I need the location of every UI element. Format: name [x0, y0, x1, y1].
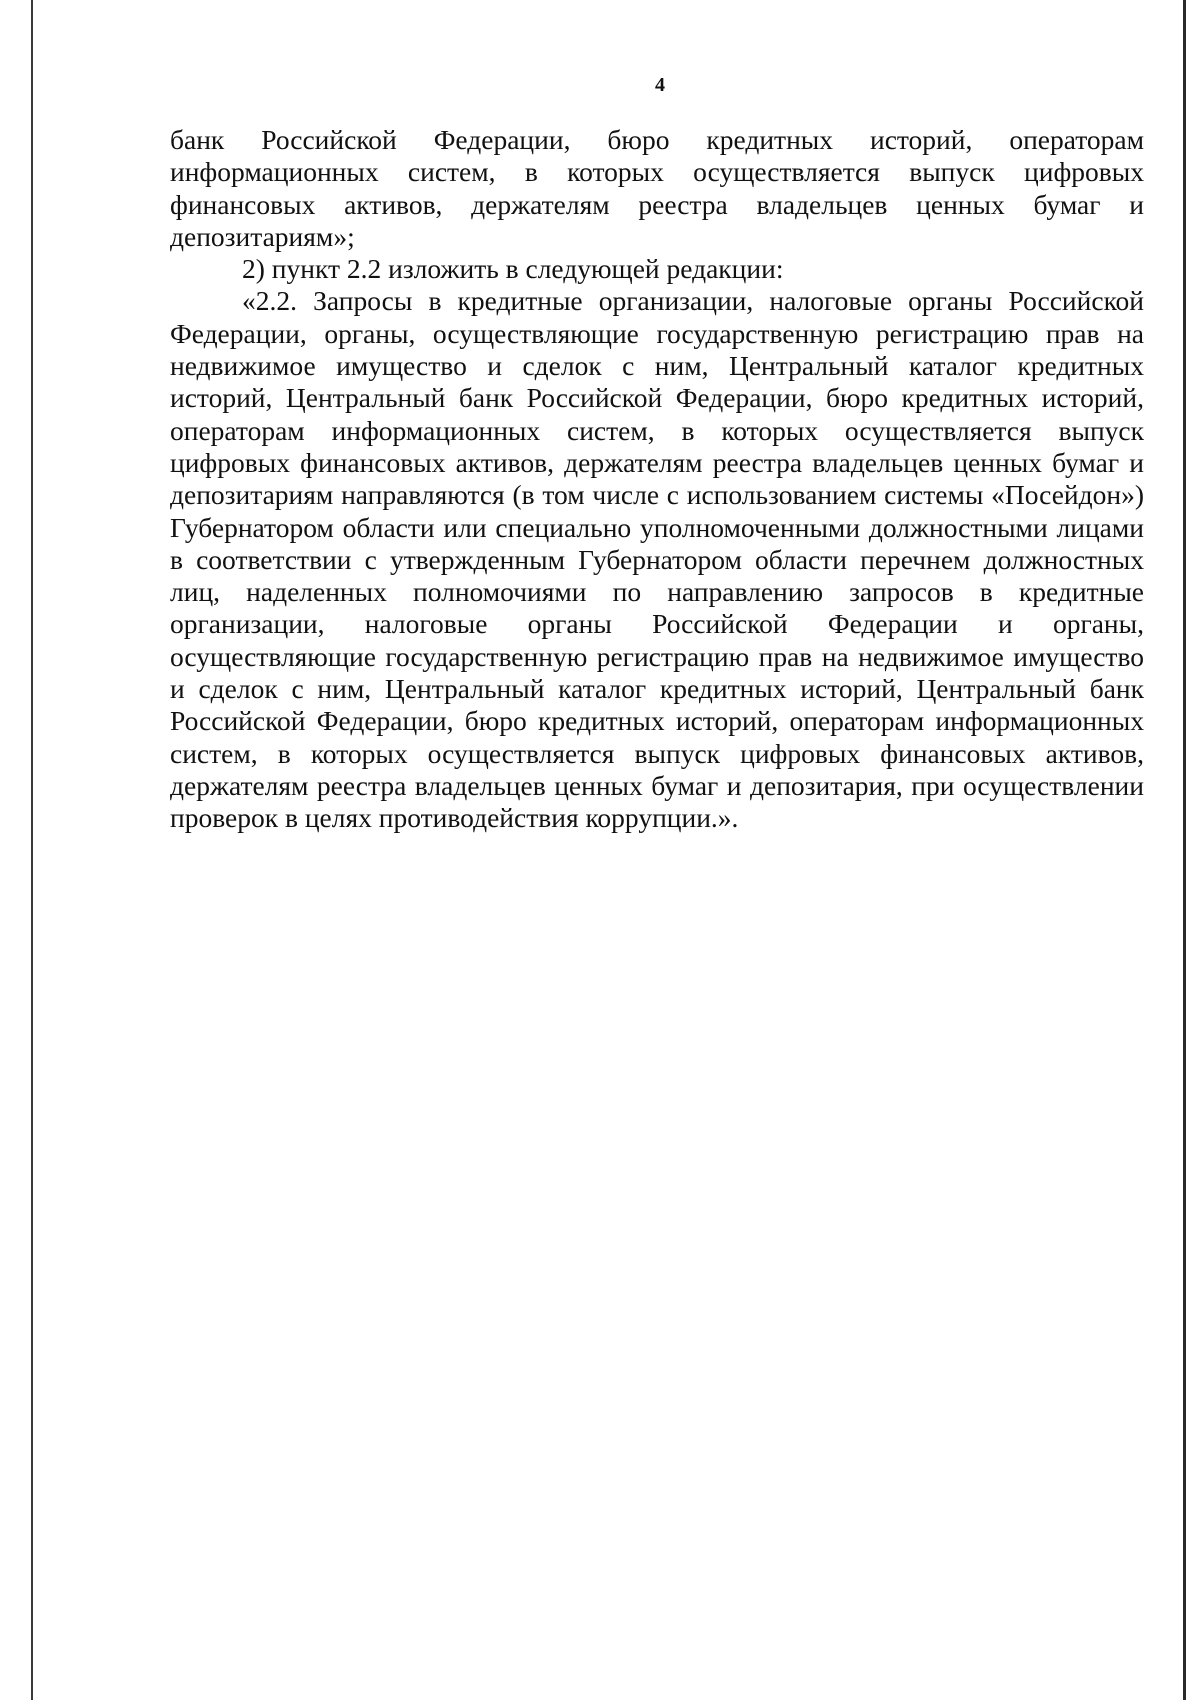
scan-edge-right	[1183, 0, 1186, 1700]
clause-2-2-paragraph: «2.2. Запросы в кредитные организации, налоговые органы Российской Федерации, органы, осуществляющие государственную регистрацию прав на недвижимое имущество и сделок с ним, Центральный каталог кредитных историй, Центральный банк Российской Федерации, бюро кредитных историй, операторам информационных систем, в которых осуществляется выпуск цифровых финансовых активов, держателям реестра владельцев ценных бумаг и депозитариям направляются (в том числе с использованием системы «Посейдон») Губернатором области или специально уполномоченными должностными лицами в соответствии с утвержденным Губернатором области перечнем должностных лиц, наделенных полномочиями по направлению запросов в кредитные организации, налоговые органы Российской Федерации и органы, осуществляющие государственную регистрацию прав на недвижимое имущество и сделок с ним, Центральный каталог кредитных историй, Центральный банк Российской Федерации, бюро кредитных историй, операторам информационных систем, в которых осуществляется выпуск цифровых финансовых активов, держателям реестра владельцев ценных бумаг и депозитария, при осуществлении проверок в целях противодействия коррупции.».	[170, 285, 1144, 834]
item-2-paragraph: 2) пункт 2.2 изложить в следующей редакции:	[242, 253, 784, 285]
scan-edge-left	[31, 0, 33, 1700]
continuation-paragraph: банк Российской Федерации, бюро кредитных историй, операторам информационных систем, в которых осуществляется выпуск цифровых финансовых активов, держателям реестра владельцев ценных бумаг и депозитариям»;	[170, 124, 1144, 252]
document-body	[170, 124, 1144, 835]
page-number: 4	[655, 74, 665, 96]
